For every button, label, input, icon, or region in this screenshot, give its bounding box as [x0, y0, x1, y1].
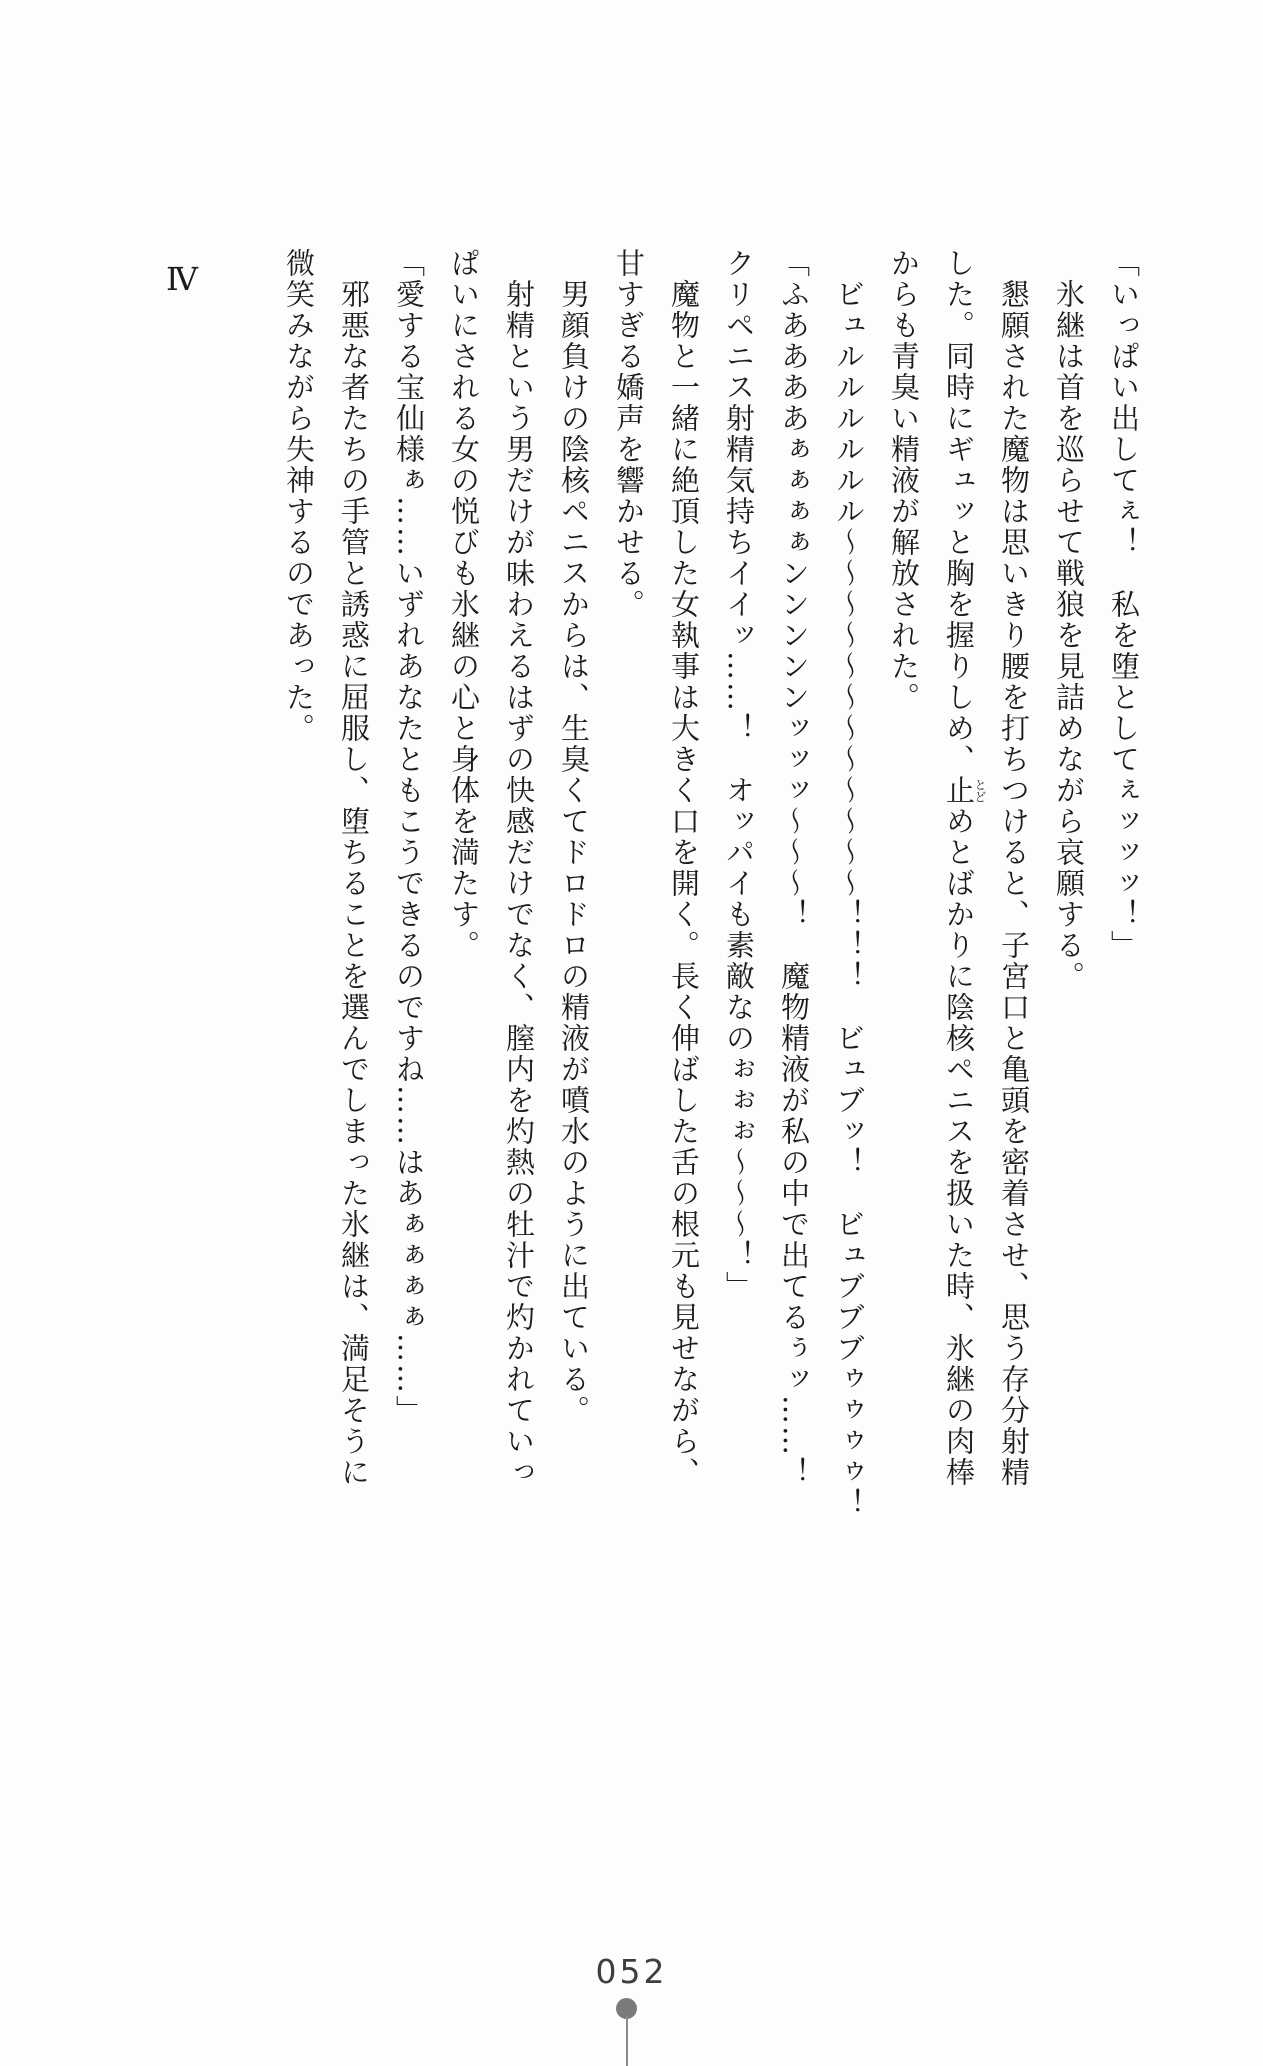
- text-line: 「ふああああぁぁぁぁンンンンンッッッ〜〜〜！ 魔物精液が私の中で出てるぅッ……！: [777, 248, 811, 1488]
- page-number: 052: [595, 1952, 668, 1991]
- text-line: 邪悪な者たちの手管と誘惑に屈服し、堕ちることを選んでしまった氷継は、満足そうに: [337, 279, 371, 1488]
- ruby-annotated-word: 止とど: [942, 775, 987, 806]
- text-line: クリペニス射精気持ちイイッ……！ オッパイも素敵なのぉぉぉ〜〜〜！」: [722, 248, 756, 1302]
- furigana: とど: [973, 775, 987, 806]
- text-line: 「いっぱい出してぇ！ 私を堕としてぇッッッ！」: [1107, 248, 1141, 961]
- text-line: からも青臭い精液が解放された。: [887, 248, 921, 713]
- footer-stem-line: [626, 2016, 628, 2066]
- text-line: した。同時にギュッと胸を握りしめ、止とどめとばかりに陰核ペニスを扱いた時、氷継の肉棒: [942, 248, 987, 1488]
- text-line: 魔物と一緒に絶頂した女執事は大きく口を開く。長く伸ばした舌の根元も見せながら、: [667, 279, 701, 1488]
- text-line: ビュルルルルルル〜〜〜〜〜〜〜〜〜〜〜〜！！！ ビュブッ！ ビュブブブゥゥゥゥ！: [832, 279, 866, 1519]
- vertical-text-block: [271, 248, 1151, 1593]
- text-line: 微笑みながら失神するのであった。: [282, 248, 316, 744]
- text-line: 甘すぎる嬌声を響かせる。: [612, 248, 646, 620]
- text-line: 男顔負けの陰核ペニスからは、生臭くてドロドロの精液が噴水のように出ている。: [557, 279, 591, 1426]
- text-line: ぱいにされる女の悦びも氷継の心と身体を満たす。: [447, 248, 481, 961]
- text-line: 懇願された魔物は思いきり腰を打ちつけると、子宮口と亀頭を密着させ、思う存分射精: [997, 279, 1031, 1488]
- text-line: 「愛する宝仙様ぁ……いずれあなたともこうできるのですね……はあぁぁぁぁ……」: [392, 248, 426, 1426]
- chapter-marker: Ⅳ: [166, 260, 198, 298]
- text-line: 射精という男だけが味わえるはずの快感だけでなく、膣内を灼熱の牡汁で灼かれていっ: [502, 279, 536, 1488]
- text-line: 氷継は首を巡らせて戦狼を見詰めながら哀願する。: [1052, 279, 1086, 992]
